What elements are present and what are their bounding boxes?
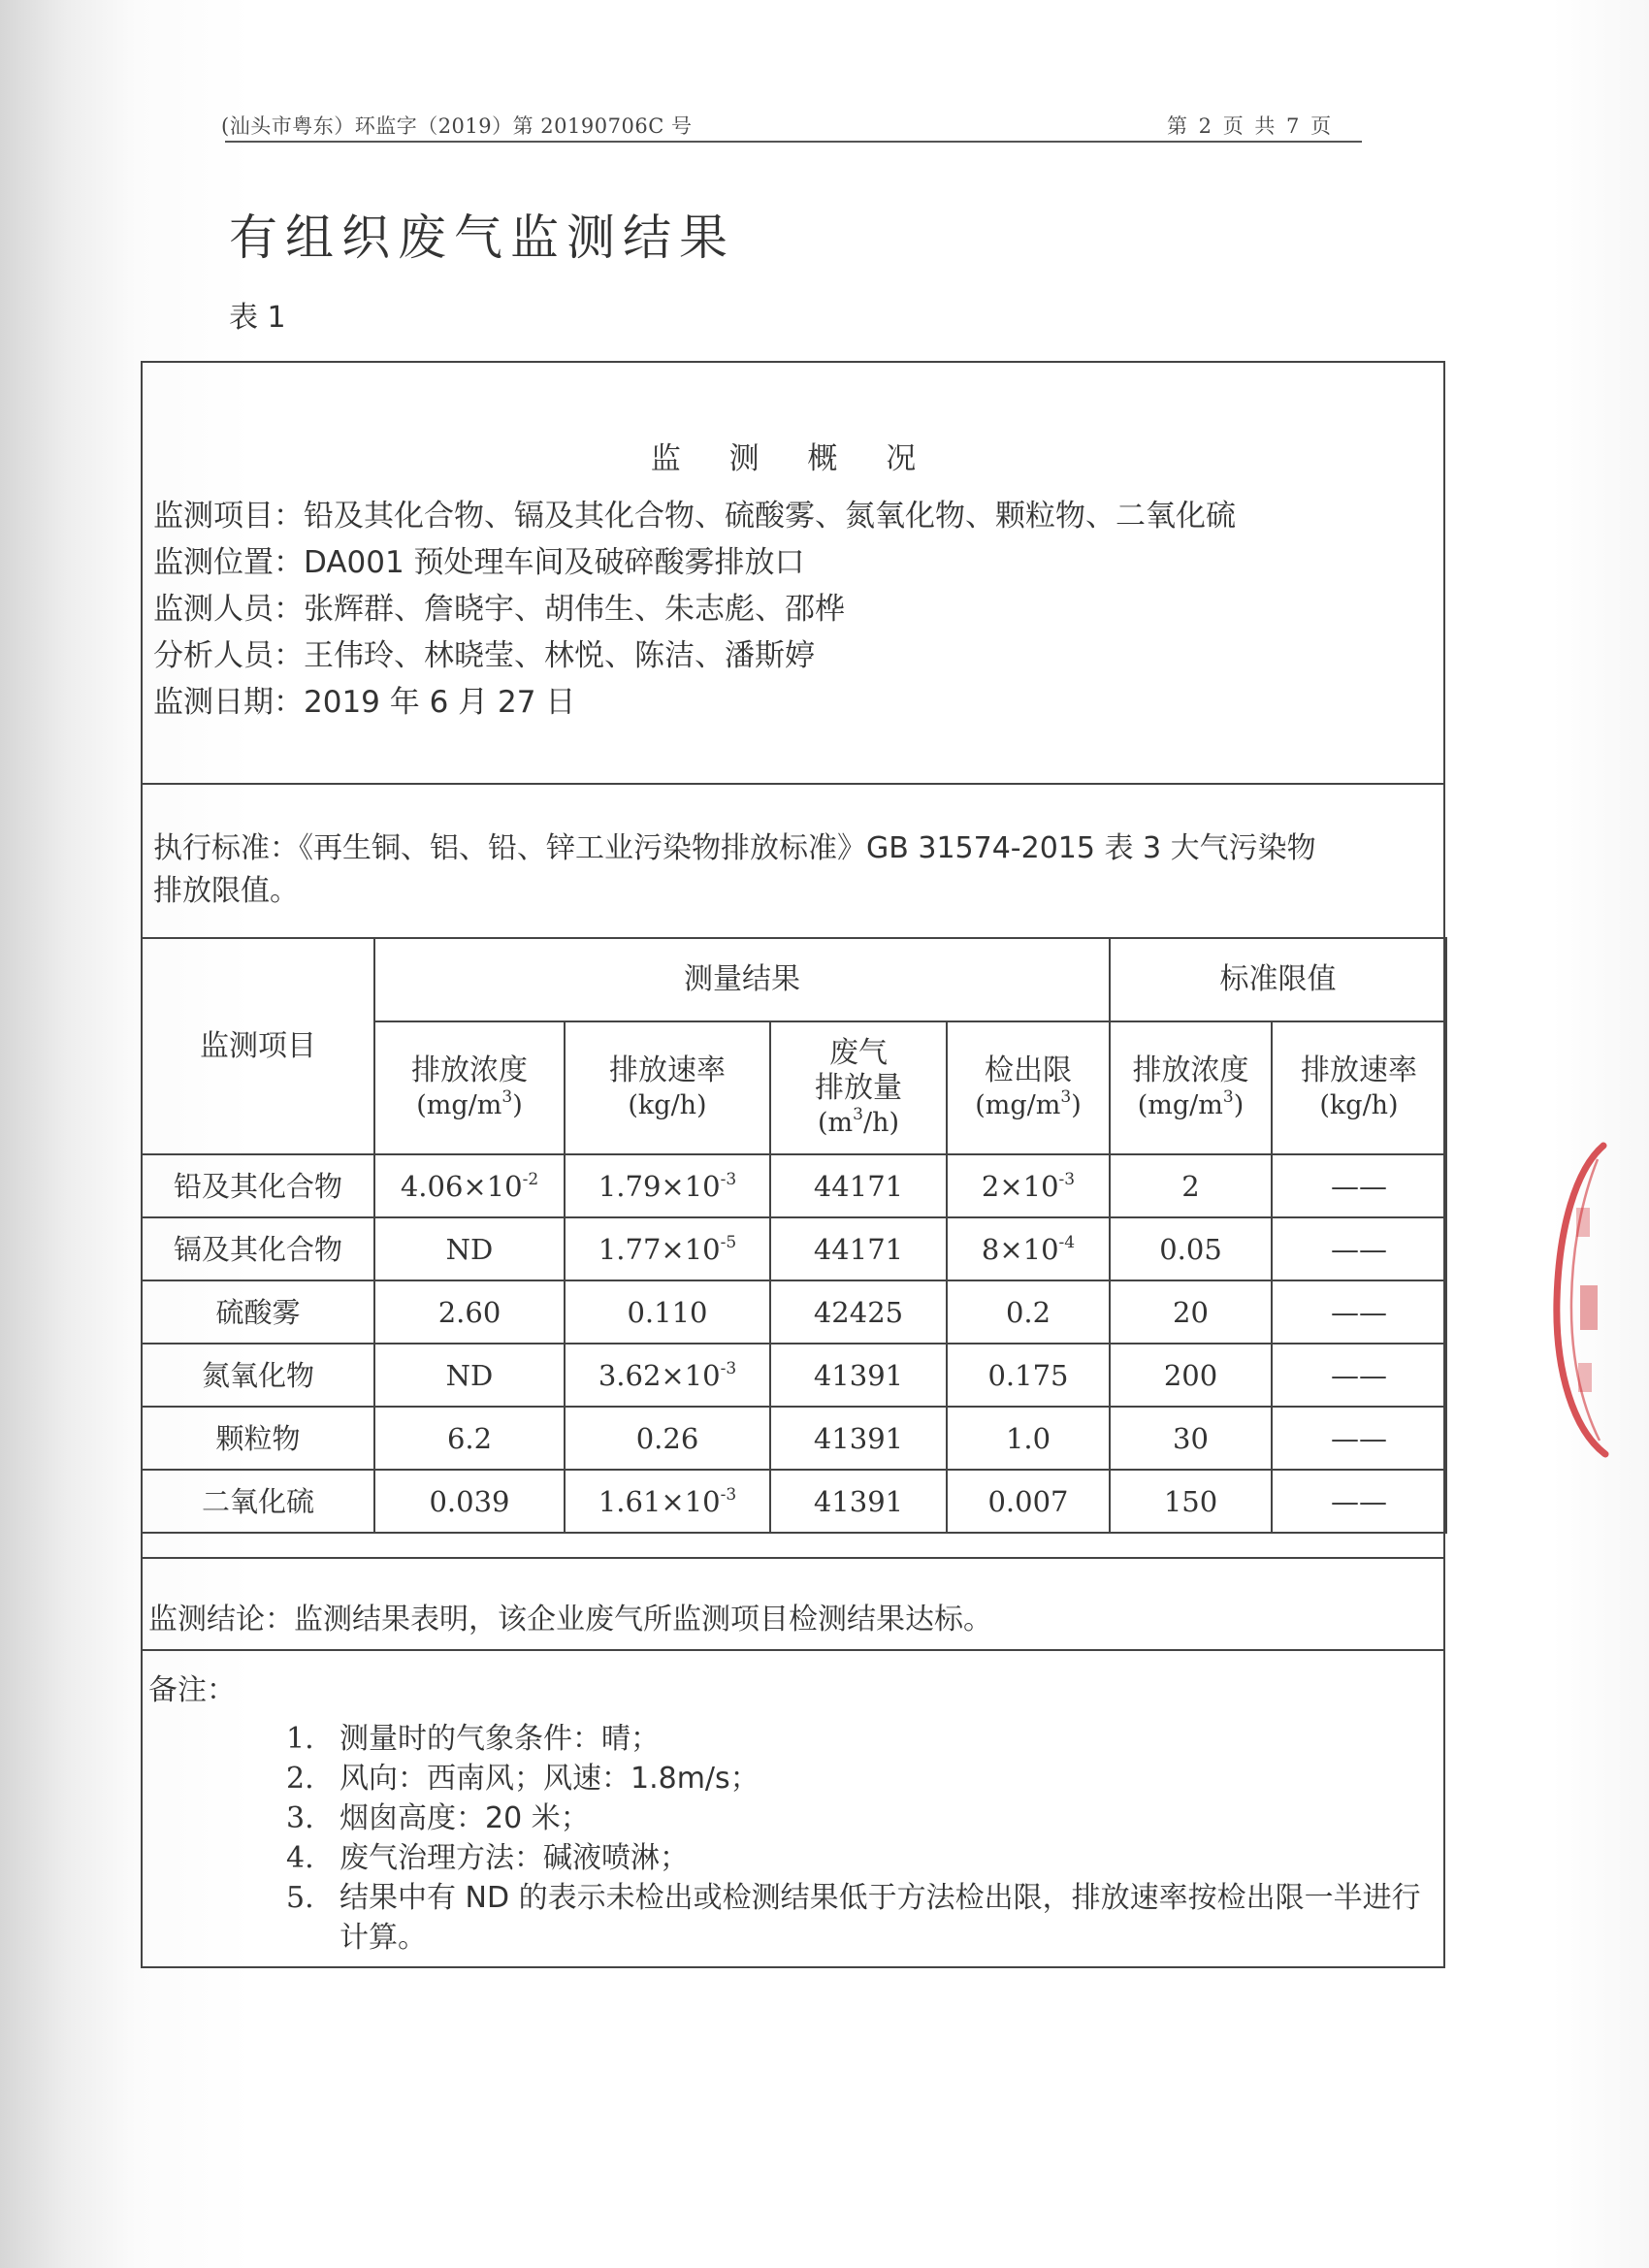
cell-detect-limit: 0.175 <box>947 1344 1110 1407</box>
overview-heading: 监 测 概 况 <box>650 441 936 476</box>
cell-limit-concentration: 150 <box>1110 1470 1272 1533</box>
cell-flow: 44171 <box>770 1154 947 1217</box>
cell-detect-limit: $2\times 10^{-3}$ <box>947 1154 1110 1217</box>
note-item <box>286 1838 1436 1878</box>
cell-flow: 41391 <box>770 1470 947 1533</box>
overview-date-row <box>153 677 575 721</box>
unit-mg-m3: $(mg/m^3)$ <box>975 1086 1082 1120</box>
table-row <box>142 1470 1446 1533</box>
standard-line-2: 排放限值。 <box>153 874 299 908</box>
cell-concentration: ND <box>374 1344 565 1407</box>
notes-list <box>286 1719 1436 1958</box>
cell-detect-limit: 0.2 <box>947 1280 1110 1344</box>
report-number: (汕头市粤东）环监字（2019）第 20190706C 号 <box>221 114 693 138</box>
col-header-flow-label-1: 废气 <box>829 1035 888 1070</box>
cell-limit-rate: —— <box>1272 1470 1446 1533</box>
section-divider <box>141 1557 1445 1559</box>
cell-item: 硫酸雾 <box>142 1280 374 1344</box>
note-number: 2. <box>286 1762 314 1796</box>
col-header-concentration <box>374 1021 565 1154</box>
overview-items-value: 铅及其化合物、镉及其化合物、硫酸雾、氮氧化物、颗粒物、二氧化硫 <box>304 499 1236 534</box>
note-number: 4. <box>286 1841 314 1875</box>
table-row <box>142 1344 1446 1407</box>
note-number: 5. <box>286 1881 314 1915</box>
cell-concentration: $4.06\times 10^{-2}$ <box>374 1154 565 1217</box>
col-header-item: 监测项目 <box>142 938 374 1154</box>
overview-monitors-row <box>153 584 845 628</box>
col-header-flow <box>770 1021 947 1154</box>
unit-mg-m3: $(mg/m^3)$ <box>416 1086 523 1120</box>
cell-rate: $1.77\times 10^{-5}$ <box>565 1217 770 1280</box>
table-row <box>142 1407 1446 1470</box>
table-row <box>142 1154 1446 1217</box>
overview-date-label: 监测日期： <box>153 685 304 720</box>
cell-limit-concentration: 2 <box>1110 1154 1272 1217</box>
cell-concentration: 0.039 <box>374 1470 565 1533</box>
cell-item: 颗粒物 <box>142 1407 374 1470</box>
col-header-flow-label-2: 排放量 <box>815 1070 902 1105</box>
cell-rate: $1.79\times 10^{-3}$ <box>565 1154 770 1217</box>
cell-limit-concentration: 20 <box>1110 1280 1272 1344</box>
note-item <box>286 1719 1436 1759</box>
group-header-limit: 标准限值 <box>1110 938 1446 1021</box>
cell-flow: 44171 <box>770 1217 947 1280</box>
cell-limit-concentration: 200 <box>1110 1344 1272 1407</box>
note-text: 风向：西南风；风速：1.8m/s； <box>340 1762 760 1796</box>
overview-analysts-row <box>153 631 815 674</box>
col-header-rate <box>565 1021 770 1154</box>
overview-date-value: 2019 年 6 月 27 日 <box>304 685 576 720</box>
cell-rate: $1.61\times 10^{-3}$ <box>565 1470 770 1533</box>
cell-limit-rate: —— <box>1272 1154 1446 1217</box>
group-header-measured: 测量结果 <box>374 938 1110 1021</box>
overview-location-value: DA001 预处理车间及破碎酸雾排放口 <box>304 545 805 580</box>
standard-line-1: 执行标准：《再生铜、铝、铅、锌工业污染物排放标准》GB 31574-2015 表 3 大气污染物 <box>153 831 1316 865</box>
col-header-limit-rate-label: 排放速率 <box>1301 1053 1417 1087</box>
cell-limit-rate: —— <box>1272 1344 1446 1407</box>
note-text: 烟囱高度：20 米； <box>340 1801 590 1835</box>
note-item <box>286 1798 1436 1838</box>
overview-location-label: 监测位置： <box>153 545 304 580</box>
unit-m3-h: $(m^3/h)$ <box>818 1104 899 1138</box>
cell-item: 二氧化硫 <box>142 1470 374 1533</box>
note-text: 结果中有 ND 的表示未检出或检测结果低于方法检出限，排放速率按检出限一半进行计算。 <box>340 1881 1421 1955</box>
cell-detect-limit: 0.007 <box>947 1470 1110 1533</box>
header-rule <box>225 141 1362 143</box>
cell-concentration: 2.60 <box>374 1280 565 1344</box>
cell-flow: 41391 <box>770 1407 947 1470</box>
col-header-limit-rate <box>1272 1021 1446 1154</box>
cell-concentration: 6.2 <box>374 1407 565 1470</box>
col-header-detect-limit <box>947 1021 1110 1154</box>
note-item <box>286 1759 1436 1798</box>
col-header-limit-concentration <box>1110 1021 1272 1154</box>
cell-limit-rate: —— <box>1272 1280 1446 1344</box>
table-row <box>142 1217 1446 1280</box>
note-item <box>286 1878 1436 1958</box>
cell-detect-limit: $8\times 10^{-4}$ <box>947 1217 1110 1280</box>
note-number: 1. <box>286 1722 314 1756</box>
overview-monitors-value: 张辉群、詹晓宇、胡伟生、朱志彪、邵桦 <box>304 592 845 627</box>
results-table <box>141 937 1447 1534</box>
col-header-limit-concentration-label: 排放浓度 <box>1132 1053 1249 1087</box>
overview-monitors-label: 监测人员： <box>153 592 304 627</box>
cell-item: 铅及其化合物 <box>142 1154 374 1217</box>
cell-rate: $3.62\times 10^{-3}$ <box>565 1344 770 1407</box>
col-header-detect-limit-label: 检出限 <box>985 1053 1072 1087</box>
cell-limit-rate: —— <box>1272 1217 1446 1280</box>
overview-analysts-value: 王伟玲、林晓莹、林悦、陈洁、潘斯婷 <box>304 638 815 673</box>
cell-item: 镉及其化合物 <box>142 1217 374 1280</box>
cell-limit-rate: —— <box>1272 1407 1446 1470</box>
red-seal-stamp <box>1547 1140 1615 1460</box>
note-number: 3. <box>286 1801 314 1835</box>
overview-analysts-label: 分析人员： <box>153 638 304 673</box>
note-text: 废气治理方法：碱液喷淋； <box>340 1841 689 1875</box>
cell-rate: 0.110 <box>565 1280 770 1344</box>
cell-limit-concentration: 30 <box>1110 1407 1272 1470</box>
cell-detect-limit: 1.0 <box>947 1407 1110 1470</box>
overview-items-row <box>153 491 1236 535</box>
cell-rate: 0.26 <box>565 1407 770 1470</box>
unit-mg-m3: $(mg/m^3)$ <box>1137 1086 1245 1120</box>
overview-items-label: 监测项目： <box>153 499 304 534</box>
note-text: 测量时的气象条件：晴； <box>340 1722 660 1756</box>
cell-item: 氮氧化物 <box>142 1344 374 1407</box>
overview-location-row <box>153 537 805 581</box>
section-divider <box>141 783 1445 785</box>
cell-limit-concentration: 0.05 <box>1110 1217 1272 1280</box>
unit-kg-h: (kg/h) <box>628 1089 707 1120</box>
page-title: 有组织废气监测结果 <box>229 210 735 266</box>
conclusion: 监测结论：监测结果表明，该企业废气所监测项目检测结果达标。 <box>148 1603 992 1636</box>
cell-flow: 41391 <box>770 1344 947 1407</box>
table-row <box>142 1280 1446 1344</box>
cell-concentration: ND <box>374 1217 565 1280</box>
cell-flow: 42425 <box>770 1280 947 1344</box>
col-header-rate-label: 排放速率 <box>609 1053 726 1087</box>
unit-kg-h: (kg/h) <box>1319 1089 1399 1120</box>
page-info: 第 2 页 共 7 页 <box>1167 114 1332 138</box>
section-divider <box>141 1649 1445 1651</box>
col-header-concentration-label: 排放浓度 <box>411 1053 528 1087</box>
table-label: 表 1 <box>229 301 286 335</box>
notes-title: 备注： <box>148 1673 236 1707</box>
table-header-row <box>142 938 1446 1021</box>
